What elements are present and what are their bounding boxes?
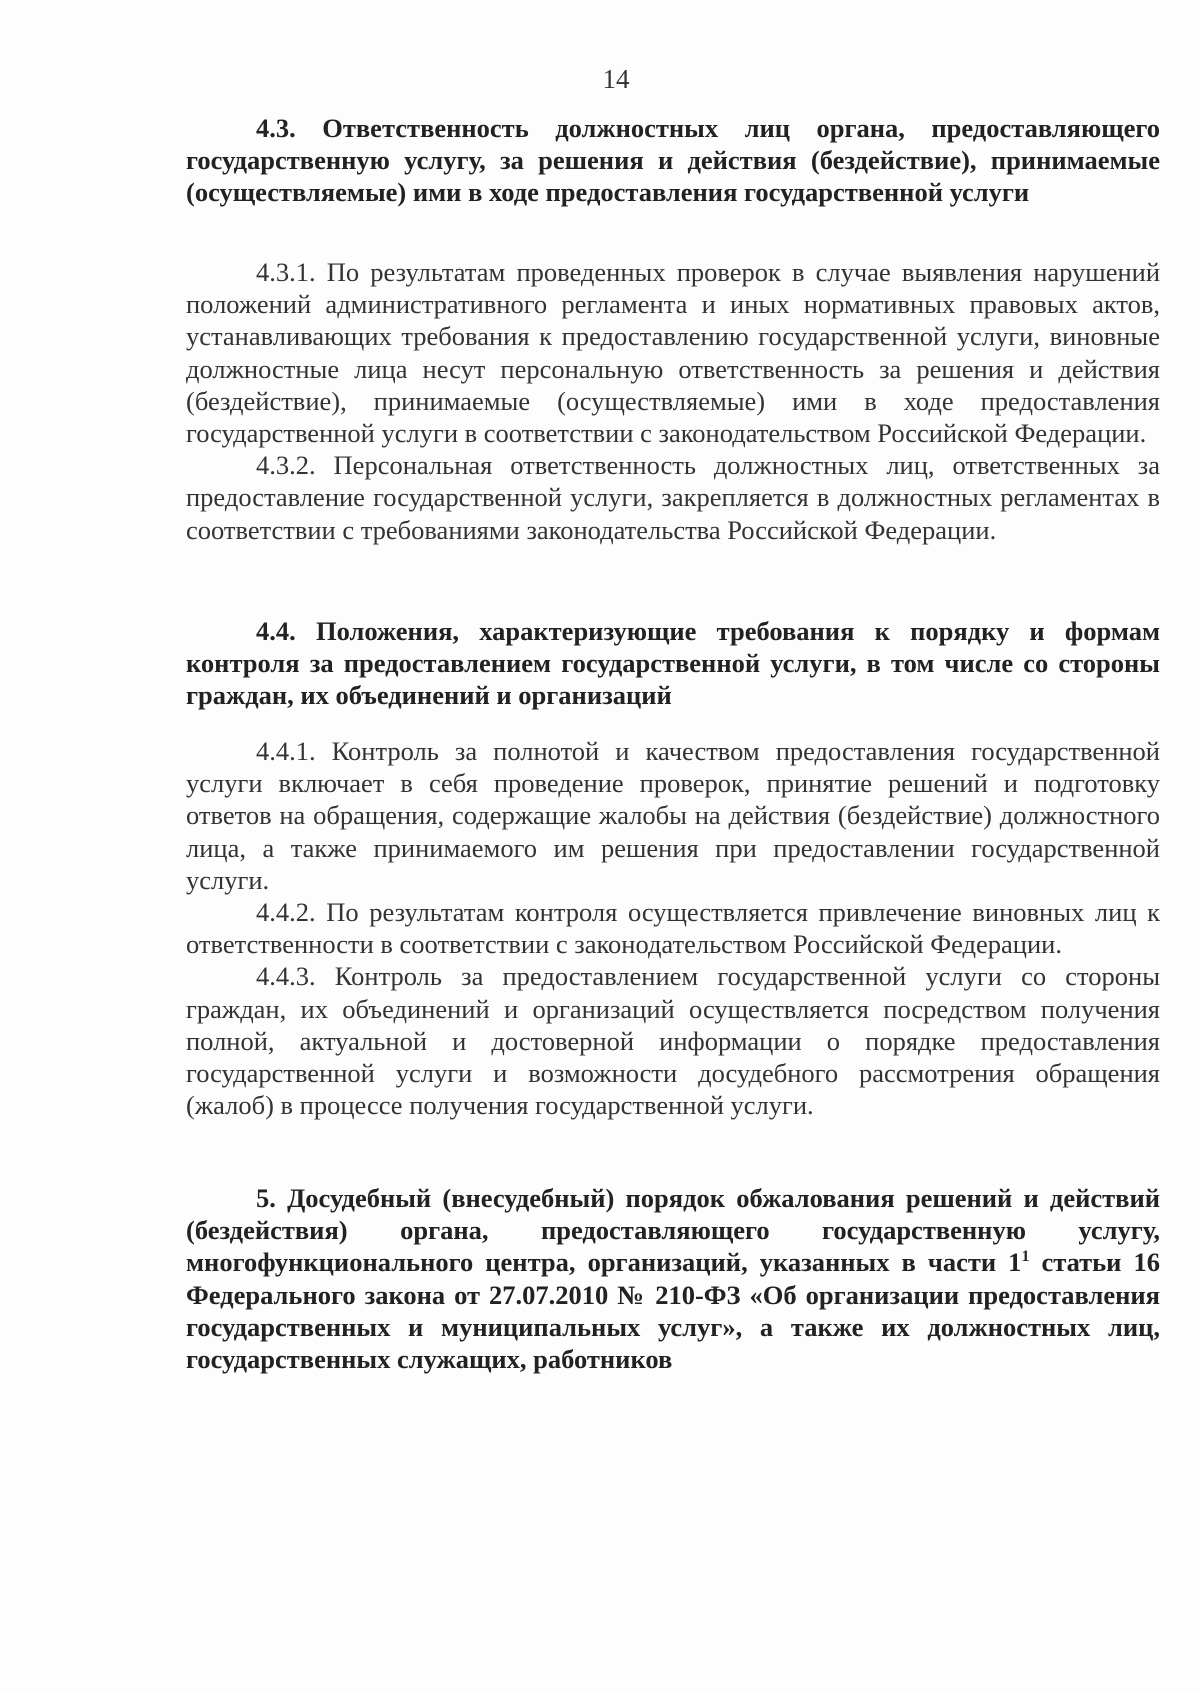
section-4-4-body — [186, 735, 1160, 1121]
section-4-3-heading: 4.3. Ответственность должностных лиц органа, предоставляющего государственную услугу, за решения и действия (бездействие), принимаемые (осуществляемые) ими в ходе предоставления государственной услуги — [186, 113, 1160, 208]
section-4-4-heading: 4.4. Положения, характеризующие требования к порядку и формам контроля за предоставлением государственной услуги, в том числе со стороны граждан, их объединений и организаций — [186, 616, 1160, 711]
section-5-heading-block — [186, 1182, 1160, 1375]
section-4-3-heading-block — [186, 112, 1160, 209]
paragraph-4-3-1: 4.3.1. По результатам проведенных проверок в случае выявления нарушений положений административного регламента и иных нормативных правовых актов, устанавливающих требования к предоставлению государственной услуги, виновные должностные лица несут персональную ответственность за решения и действия (бездействие), принимаемые (осуществляемые) ими в ходе предоставления государственной услуги в соответствии с законодательством Российской Федерации. — [186, 257, 1160, 449]
paragraph-4-4-1: 4.4.1. Контроль за полнотой и качеством предоставления государственной услуги включает в себя проведение проверок, принятие решений и подготовку ответов на обращения, содержащие жалобы на действия (бездействие) должностного лица, а также принимаемого им решения при предоставлении государственной услуги. — [186, 736, 1160, 895]
section-5-heading-part1: 5. Досудебный (внесудебный) порядок обжалования решений и действий (бездействия) органа, предоставляющего государственную услугу, многофункционального центра, организаций, указанных в части 1 — [186, 1183, 1160, 1278]
section-4-3-body — [186, 256, 1160, 546]
page-number: 14 — [602, 64, 630, 94]
section-4-4-heading-block — [186, 615, 1160, 712]
section-5-heading-part2: статьи 16 Федерального закона от 27.07.2010 № 210-ФЗ «Об организации предоставления государственных и муниципальных услуг», а также их должностных лиц, государственных служащих, работников — [186, 1247, 1160, 1375]
section-5-heading-superscript: 1 — [1021, 1248, 1030, 1266]
section-5-heading — [186, 1182, 1160, 1375]
paragraph-4-4-2: 4.4.2. По результатам контроля осуществляется привлечение виновных лиц к ответственности в соответствии с законодательством Российской Федерации. — [186, 897, 1160, 960]
paragraph-4-4-3: 4.4.3. Контроль за предоставлением государственной услуги со стороны граждан, их объединений и организаций осуществляется посредством получения полной, актуальной и достоверной информации о порядке предоставления государственной услуги и возможности досудебного рассмотрения обращения (жалоб) в процессе получения государственной услуги. — [186, 961, 1160, 1121]
paragraph-4-3-2: 4.3.2. Персональная ответственность должностных лиц, ответственных за предоставление государственной услуги, закрепляется в должностных регламентах в соответствии с требованиями законодательства Российской Федерации. — [186, 450, 1160, 545]
